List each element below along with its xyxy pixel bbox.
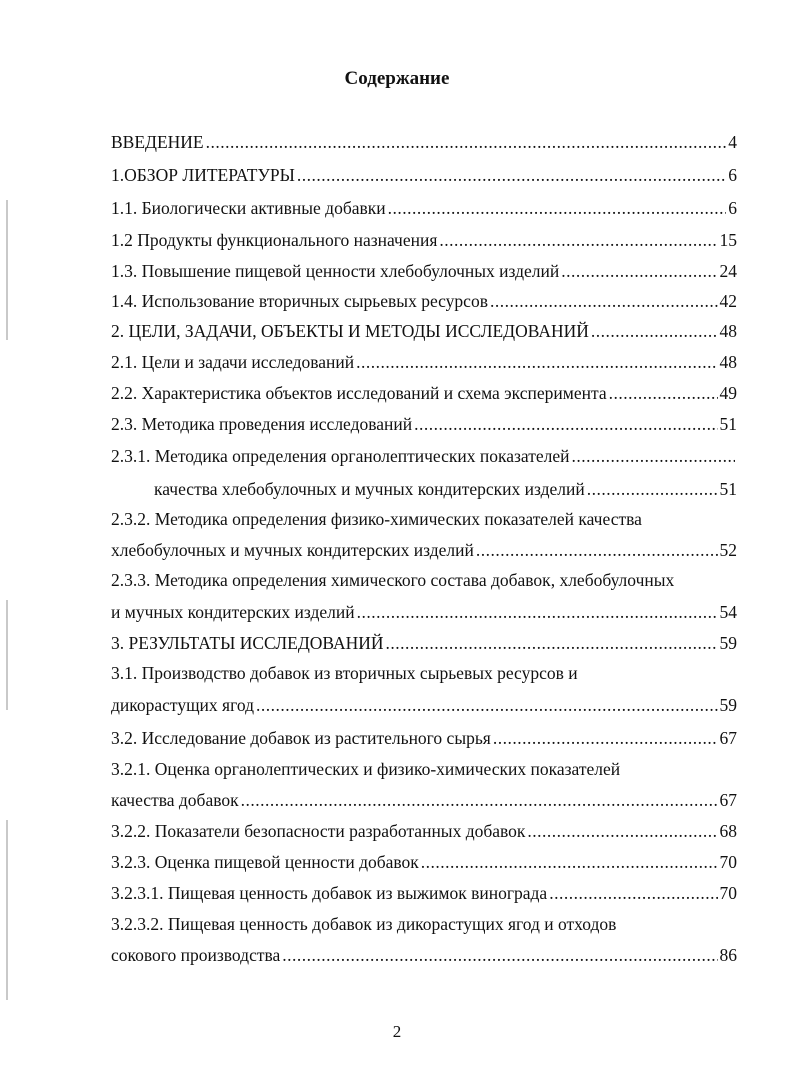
toc-entry[interactable]	[111, 381, 737, 405]
toc-entry[interactable]	[111, 350, 737, 374]
toc-entry-label: 3.2.1. Оценка органолептических и физико-химических показателей	[111, 759, 621, 779]
toc-entry-label: сокового производства	[111, 945, 281, 965]
toc-entry-label: 2. ЦЕЛИ, ЗАДАЧИ, ОБЪЕКТЫ И МЕТОДЫ ИССЛЕДОВАНИЙ	[111, 321, 589, 341]
toc-entry[interactable]	[111, 757, 737, 781]
toc-entry-page: 52	[719, 540, 737, 560]
dot-leader	[561, 259, 717, 283]
toc-entry-label: 2.3. Методика проведения исследований	[111, 414, 413, 434]
toc-entry-label: 1.4. Использование вторичных сырьевых ресурсов	[111, 291, 488, 311]
dot-leader	[388, 196, 727, 220]
toc-entry-page: 70	[719, 883, 737, 903]
toc-entry[interactable]	[111, 693, 737, 717]
toc-entry[interactable]	[111, 819, 737, 843]
dot-leader	[256, 693, 718, 717]
dot-leader	[386, 631, 718, 655]
dot-leader	[282, 943, 717, 967]
toc-entry-label: 1.3. Повышение пищевой ценности хлебобулочных изделий	[111, 261, 560, 281]
toc-entry-label: 3.2.3.2. Пищевая ценность добавок из дикорастущих ягод и отходов	[111, 914, 617, 934]
toc-entry-page: 59	[719, 695, 737, 715]
toc-entry[interactable]	[111, 788, 737, 812]
toc-entry-page: 59	[719, 633, 737, 653]
dot-leader	[439, 228, 717, 252]
dot-leader	[609, 381, 718, 405]
toc-entry-label: 3.1. Производство добавок из вторичных сырьевых ресурсов и	[111, 663, 578, 683]
dot-leader	[357, 600, 718, 624]
toc-entry-page: 42	[719, 291, 737, 311]
dot-leader	[356, 350, 717, 374]
toc-entry-page: 24	[719, 261, 737, 281]
toc-entry-label: 2.3.1. Методика определения органолептических показателей	[111, 446, 570, 466]
toc-entry-page: 51	[719, 479, 737, 499]
toc-entry[interactable]	[111, 631, 737, 655]
toc-entry-page: 4	[728, 132, 737, 152]
scan-edge-mark	[6, 820, 8, 1000]
toc-entry-label: 2.3.3. Методика определения химического состава добавок, хлебобулочных	[111, 570, 675, 590]
toc-entry-page: 6	[728, 198, 737, 218]
toc-entry[interactable]	[111, 943, 737, 967]
toc-entry-page: 70	[719, 852, 737, 872]
dot-leader	[549, 881, 717, 905]
page-title: Содержание	[344, 68, 450, 89]
toc-entry[interactable]	[111, 319, 737, 343]
toc-entry[interactable]	[111, 289, 737, 313]
dot-leader	[587, 477, 718, 501]
toc-entry-label: 1.1. Биологически активные добавки	[111, 198, 386, 218]
toc-entry[interactable]	[111, 600, 737, 624]
scan-edge-mark	[6, 200, 8, 340]
toc-entry[interactable]	[111, 196, 737, 220]
toc-entry-page: 15	[719, 230, 737, 250]
toc-entry[interactable]	[111, 259, 737, 283]
toc-entry-page: 48	[719, 352, 737, 372]
toc-entry-label: качества добавок	[111, 790, 239, 810]
dot-leader	[493, 726, 718, 750]
toc-entry-page: 54	[719, 602, 737, 622]
toc-entry-page: 86	[719, 945, 737, 965]
toc-entry-page: 51	[719, 414, 737, 434]
toc-entry-label: 3.2.3. Оценка пищевой ценности добавок	[111, 852, 419, 872]
toc-entry-label: 3.2.2. Показатели безопасности разработанных добавок	[111, 821, 526, 841]
toc-entry-label: 1.2 Продукты функционального назначения	[111, 230, 438, 250]
toc-entry-label: ВВЕДЕНИЕ	[111, 132, 204, 152]
dot-leader	[476, 538, 718, 562]
toc-entry-label: 2.2. Характеристика объектов исследований и схема эксперимента	[111, 383, 607, 403]
toc-entry[interactable]	[111, 228, 737, 252]
toc-entry[interactable]	[111, 412, 737, 436]
toc-entry[interactable]	[154, 477, 737, 501]
dot-leader	[241, 788, 718, 812]
toc-entry-label: и мучных кондитерских изделий	[111, 602, 355, 622]
toc-entry-page: 49	[719, 383, 737, 403]
toc-entry-label: 1.ОБЗОР ЛИТЕРАТУРЫ	[111, 165, 295, 185]
toc-entry-label: 3.2.3.1. Пищевая ценность добавок из выжимок винограда	[111, 883, 548, 903]
toc-entry-label: 3.2. Исследование добавок из растительного сырья	[111, 728, 491, 748]
dot-leader	[421, 850, 718, 874]
dot-leader	[414, 412, 717, 436]
dot-leader	[591, 319, 718, 343]
toc-entry-page: 6	[728, 165, 737, 185]
toc-entry[interactable]	[111, 881, 737, 905]
toc-entry-label: 2.1. Цели и задачи исследований	[111, 352, 355, 372]
toc-entry-label: 2.3.2. Методика определения физико-химических показателей качества	[111, 509, 642, 529]
toc-entry-page: 67	[719, 790, 737, 810]
dot-leader	[572, 444, 736, 468]
dot-leader	[527, 819, 717, 843]
toc-entry[interactable]	[111, 444, 737, 468]
toc-entry[interactable]	[111, 568, 737, 592]
toc-entry[interactable]	[111, 850, 737, 874]
toc-entry[interactable]	[111, 507, 737, 531]
toc-entry[interactable]	[111, 163, 737, 187]
toc-entry-page: 68	[719, 821, 737, 841]
toc-entry[interactable]	[111, 912, 737, 936]
toc-entry-label: хлебобулочных и мучных кондитерских изделий	[111, 540, 474, 560]
dot-leader	[297, 163, 726, 187]
toc-entry-label: дикорастущих ягод	[111, 695, 254, 715]
toc-entry-label: качества хлебобулочных и мучных кондитерских изделий	[154, 479, 585, 499]
toc-entry[interactable]	[111, 130, 737, 154]
scan-edge-mark	[6, 600, 8, 710]
toc-entry-page: 67	[719, 728, 737, 748]
toc-entry-label: 3. РЕЗУЛЬТАТЫ ИССЛЕДОВАНИЙ	[111, 633, 384, 653]
page-number: 2	[392, 1022, 402, 1041]
dot-leader	[206, 130, 727, 154]
toc-entry[interactable]	[111, 538, 737, 562]
toc-entry[interactable]	[111, 661, 737, 685]
toc-entry[interactable]	[111, 726, 737, 750]
toc-entry-page: 48	[719, 321, 737, 341]
dot-leader	[490, 289, 718, 313]
